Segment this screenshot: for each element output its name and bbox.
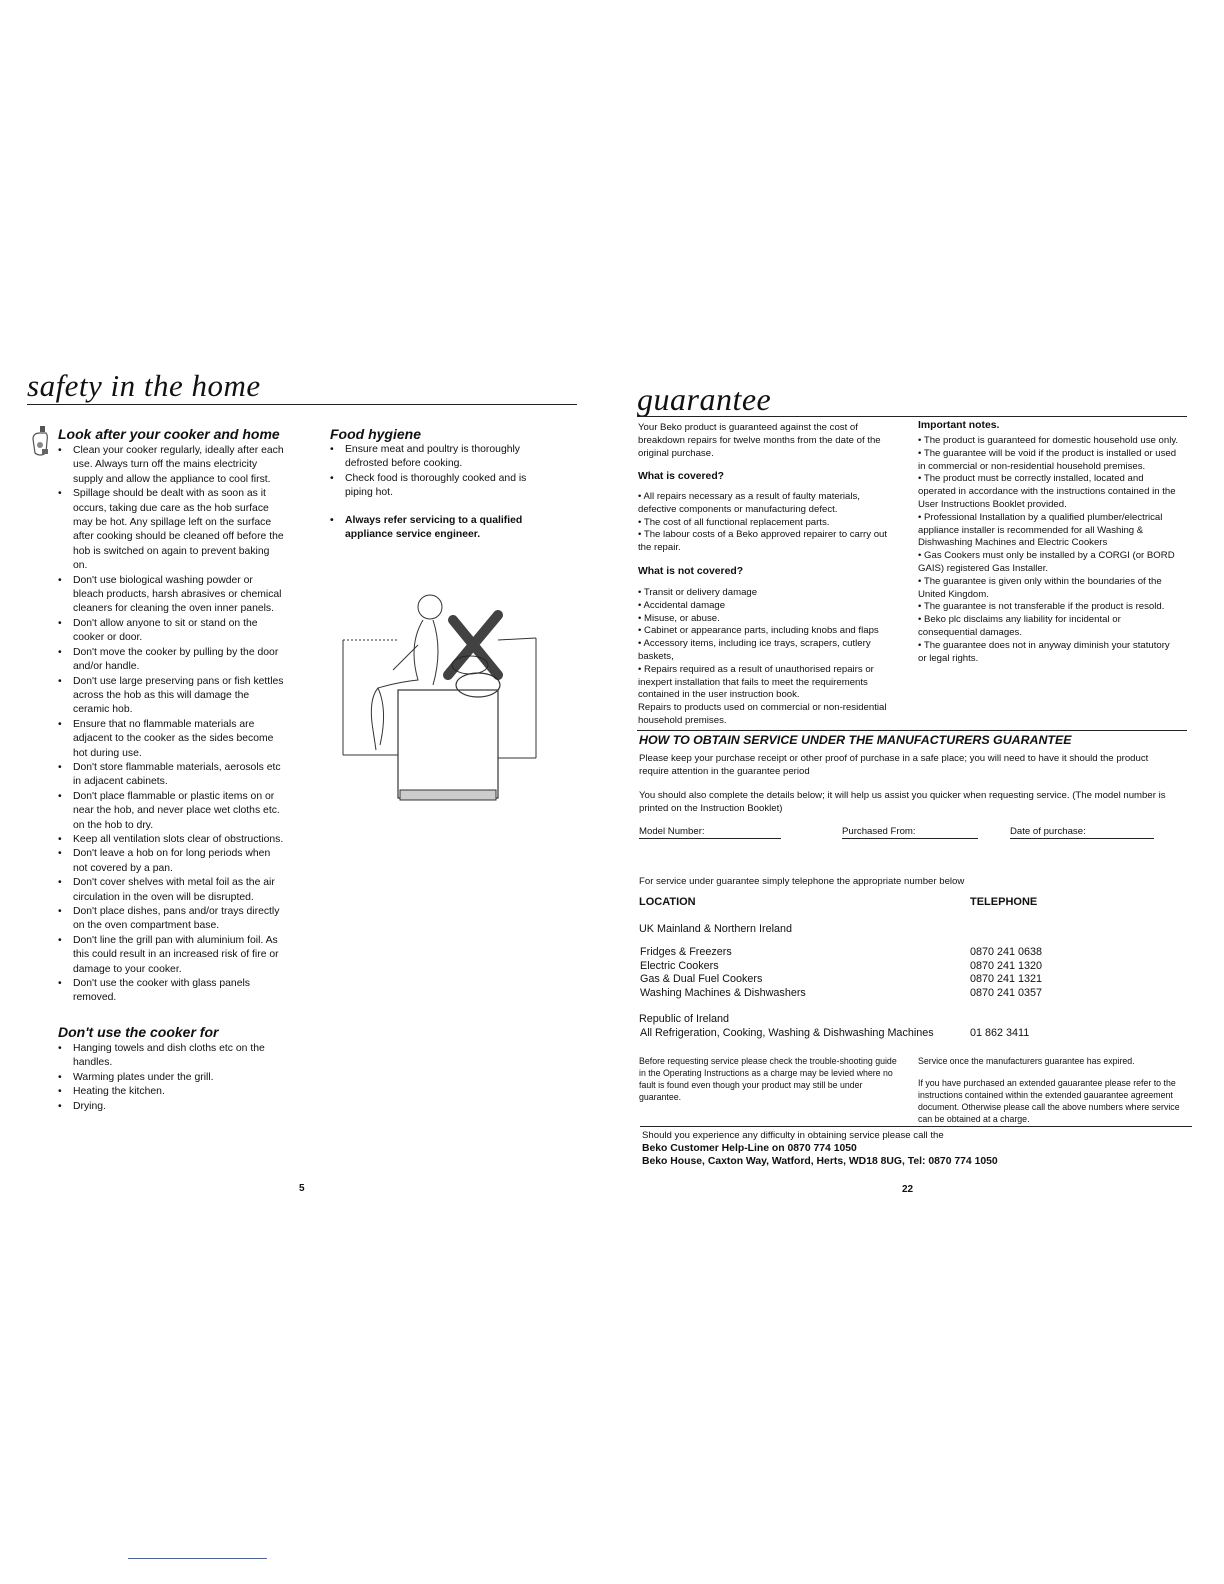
list-item: • The guarantee will be void if the product is installed or used in commercial or non-residential household premises.: [918, 448, 1180, 474]
table-row-location: Washing Machines & Dishwashers: [640, 987, 806, 999]
look-after-list: [55, 444, 285, 1006]
left-page-title: safety in the home: [27, 368, 261, 403]
table-row-phone: 0870 241 1321: [970, 973, 1043, 985]
list-item: • Check food is thoroughly cooked and is piping hot.: [327, 472, 542, 501]
list-item: • Don't place dishes, pans and/or trays directly on the oven compartment base.: [55, 905, 285, 934]
list-item: • Always refer servicing to a qualified appliance service engineer.: [327, 514, 542, 543]
table-row-location: Gas & Dual Fuel Cookers: [640, 973, 763, 985]
section-heading-look-after: Look after your cooker and home: [58, 426, 280, 442]
date-of-purchase-field[interactable]: [1010, 826, 1154, 839]
list-item: • Warming plates under the grill.: [55, 1071, 285, 1085]
list-item: • Beko plc disclaims any liability for incidental or consequential damages.: [918, 614, 1180, 640]
table-row-location: Fridges & Freezers: [640, 946, 732, 958]
right-title-rule: [637, 416, 1187, 417]
list-item: • Keep all ventilation slots clear of obstructions.: [55, 833, 285, 847]
section-heading-dont-use: Don't use the cooker for: [58, 1024, 219, 1040]
notes-heading: Important notes.: [918, 420, 1000, 431]
list-item: • Heating the kitchen.: [55, 1085, 285, 1099]
service-top-rule: [637, 730, 1187, 731]
purchased-from-label: Purchased From:: [842, 826, 916, 837]
covered-list: [638, 491, 900, 555]
telephone-header: TELEPHONE: [970, 896, 1038, 908]
list-item: • Clean your cooker regularly, ideally after each use. Always turn off the mains electricity supply and allow the appliance to cool first.: [55, 444, 285, 487]
list-item: • Don't line the grill pan with aluminium foil. As this could result in an increased risk of fire or damage to your cooker.: [55, 934, 285, 977]
region-uk: UK Mainland & Northern Ireland: [639, 923, 793, 935]
foot-right-note-2: If you have purchased an extended gauarantee please refer to the instructions contained within the extended gauarantee agreement document. Otherwise please call the above numbers where service can be obtained at a charge.: [918, 1078, 1180, 1124]
list-item: • Misuse, or abuse.: [638, 613, 900, 626]
list-item: • Don't use biological washing powder or bleach products, harsh abrasives or chemical cleaners for cleaning the oven inner panels.: [55, 574, 285, 617]
list-item: • Ensure that no flammable materials are adjacent to the cooker as the sides become hot during use.: [55, 718, 285, 761]
list-item: • The product must be correctly installed, located and operated in accordance with the instructions contained in the User Instructions Booklet provided.: [918, 473, 1180, 511]
left-title-rule: [27, 404, 577, 405]
phone-intro: For service under guarantee simply telephone the appropriate number below: [639, 876, 965, 887]
service-paragraph-2: You should also complete the details below; it will help us assist you quicker when requesting service. (The model number is printed on the Instruction Booklet): [639, 790, 1166, 814]
do-not-sit-illustration: [338, 590, 543, 805]
table-row-location: Electric Cookers: [640, 960, 719, 972]
date-of-purchase-label: Date of purchase:: [1010, 826, 1086, 837]
helpline-number: Beko Customer Help-Line on 0870 774 1050: [642, 1143, 857, 1154]
list-item: • Accessory items, including ice trays, scrapers, cutlery baskets,: [638, 638, 900, 664]
food-hygiene-list: [327, 443, 542, 501]
list-item: • The guarantee does not in anyway diminish your statutory or legal rights.: [918, 640, 1180, 666]
cooker-hand-icon: [30, 425, 50, 459]
service-heading: HOW TO OBTAIN SERVICE UNDER THE MANUFACTURERS GUARANTEE: [639, 733, 1072, 747]
guarantee-intro: Your Beko product is guaranteed against the cost of breakdown repairs for twelve months from the date of the original purchase.: [638, 422, 881, 459]
list-item: • The labour costs of a Beko approved repairer to carry out the repair.: [638, 529, 900, 555]
left-page-number: 5: [299, 1183, 305, 1194]
list-item: • Repairs required as a result of unauthorised repairs or inexpert installation that fails to meet the requirements contained in the user instruction book.: [638, 664, 900, 702]
servicing-warning: [327, 514, 542, 543]
model-number-label: Model Number:: [639, 826, 705, 837]
list-item: • Don't cover shelves with metal foil as the air circulation in the oven will be disrupted.: [55, 876, 285, 905]
list-item: • Ensure meat and poultry is thoroughly defrosted before cooking.: [327, 443, 542, 472]
list-item: • Transit or delivery damage: [638, 587, 900, 600]
helpline-top-rule: [640, 1126, 1192, 1127]
helpline-intro: Should you experience any difficulty in obtaining service please call the: [642, 1130, 944, 1141]
helpline-address: Beko House, Caxton Way, Watford, Herts, WD18 8UG, Tel: 0870 774 1050: [642, 1156, 998, 1167]
list-item: • Don't store flammable materials, aerosols etc in adjacent cabinets.: [55, 761, 285, 790]
list-item: • Professional Installation by a qualified plumber/electrical appliance installer is recommended for all Washing & Dishwashing Machines and Electric Cookers: [918, 512, 1180, 550]
section-heading-food-hygiene: Food hygiene: [330, 426, 421, 442]
list-item: • Cabinet or appearance parts, including knobs and flaps: [638, 625, 900, 638]
foot-left-note: Before requesting service please check the trouble-shooting guide in the Operating Instructions as a charge may be levied where no fault is found even though your product may still be under guarantee.: [639, 1056, 897, 1102]
covered-heading: What is covered?: [638, 471, 725, 482]
not-covered-heading: What is not covered?: [638, 566, 744, 577]
model-number-field[interactable]: [639, 826, 781, 839]
list-item: • Don't use the cooker with glass panels removed.: [55, 977, 285, 1006]
list-item: • Hanging towels and dish cloths etc on the handles.: [55, 1042, 285, 1071]
list-item: • The guarantee is given only within the boundaries of the United Kingdom.: [918, 576, 1180, 602]
list-item: • Spillage should be dealt with as soon as it occurs, taking due care as the hob surface may be hot. Any spillage left on the surface after cooking should be cleaned off before the hob is switched on again to prevent baking on.: [55, 487, 285, 573]
service-paragraph-1: Please keep your purchase receipt or other proof of purchase in a safe place; you will need to have it should the product require attention in the guarantee period: [639, 753, 1149, 777]
table-row-phone: 0870 241 0357: [970, 987, 1043, 999]
list-item: • Don't place flammable or plastic items on or near the hob, and never place wet cloths etc. on the hob to dry.: [55, 790, 285, 833]
right-page-title: guarantee: [637, 381, 772, 417]
notes-list: [918, 435, 1180, 665]
right-page-number: 22: [902, 1184, 914, 1195]
purchased-from-field[interactable]: [842, 826, 978, 839]
dont-use-list: [55, 1042, 285, 1114]
table-row-phone: 0870 241 0638: [970, 946, 1043, 958]
list-item: • Don't move the cooker by pulling by the door and/or handle.: [55, 646, 285, 675]
list-item: • The cost of all functional replacement parts.: [638, 517, 900, 530]
list-item: • The guarantee is not transferable if the product is resold.: [918, 601, 1180, 614]
location-header: LOCATION: [639, 896, 696, 908]
list-item: • Don't leave a hob on for long periods when not covered by a pan.: [55, 847, 285, 876]
list-item: • The product is guaranteed for domestic household use only.: [918, 435, 1180, 448]
list-item: Repairs to products used on commercial or non-residential household premises.: [638, 702, 887, 726]
table-row-phone: 01 862 3411: [970, 1027, 1030, 1039]
list-item: • Accidental damage: [638, 600, 900, 613]
table-row-location: All Refrigeration, Cooking, Washing & Dishwashing Machines: [640, 1027, 934, 1039]
not-covered-list: [638, 587, 900, 728]
foot-right-note-1: Service once the manufacturers guarantee has expired.: [918, 1056, 1135, 1066]
list-item: • Don't allow anyone to sit or stand on the cooker or door.: [55, 617, 285, 646]
footer-link-rule: [128, 1558, 267, 1559]
region-ireland: Republic of Ireland: [639, 1013, 730, 1025]
list-item: • Don't use large preserving pans or fish kettles across the hob as this will damage the ceramic hob.: [55, 675, 285, 718]
list-item: • All repairs necessary as a result of faulty materials, defective components or manufacturing defect.: [638, 491, 900, 517]
list-item: • Drying.: [55, 1100, 285, 1114]
table-row-phone: 0870 241 1320: [970, 960, 1043, 972]
list-item: • Gas Cookers must only be installed by a CORGI (or BORD GAIS) registered Gas Installer.: [918, 550, 1180, 576]
